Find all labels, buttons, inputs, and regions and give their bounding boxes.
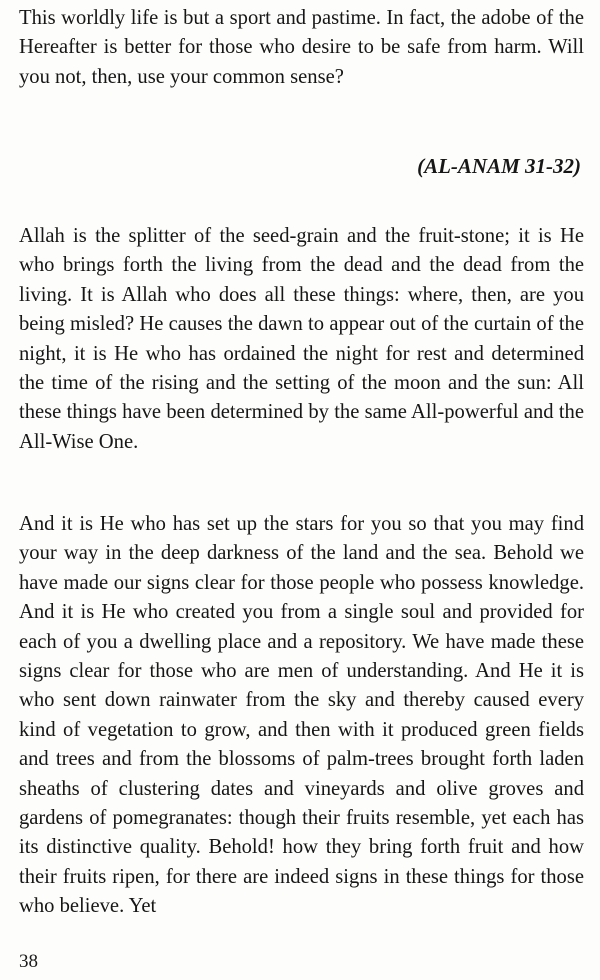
page-number: 38 (19, 951, 38, 972)
paragraph-splitter-of-seed: Allah is the splitter of the seed-grain and the fruit-stone; it is He who brings forth the living from the dead and the dead from the living. It is Allah who does all these things: where, then, are you being misled? He causes the dawn to appear out of the curtain of the night, it is He who has ordained the night for rest and determined the time of the rising and the setting of the moon and the sun: All these things have been determined by the same All-powerful and the All-Wise One. (19, 225, 584, 453)
paragraph-stars-and-signs: And it is He who has set up the stars for you so that you may find your way in the deep darkness of the land and the sea. Behold we have made our signs clear for those people who possess knowledge. And it is He who created you from a single soul and provided for each of you a dwelling place and a repository. We have made these signs clear for those who are men of understanding. And He it is who sent down rainwater from the sky and thereby caused every kind of vegetation to grow, and then with it produced green fields and trees and from the blossoms of palm-trees brought forth laden sheaths of clustering dates and vineyards and olive groves and gardens of pomegranates: though their fruits resemble, yet each has its distinctive quality. Behold! how they bring forth fruit and how their fruits ripen, for there are indeed signs in these things for those who believe. Yet (19, 513, 584, 918)
paragraph-worldly-life: This worldly life is but a sport and pastime. In fact, the adobe of the Hereafter is better for those who desire to be safe from harm. Will you not, then, use your common sense? (19, 7, 584, 88)
verse-citation: (AL-ANAM 31-32) (417, 154, 581, 178)
